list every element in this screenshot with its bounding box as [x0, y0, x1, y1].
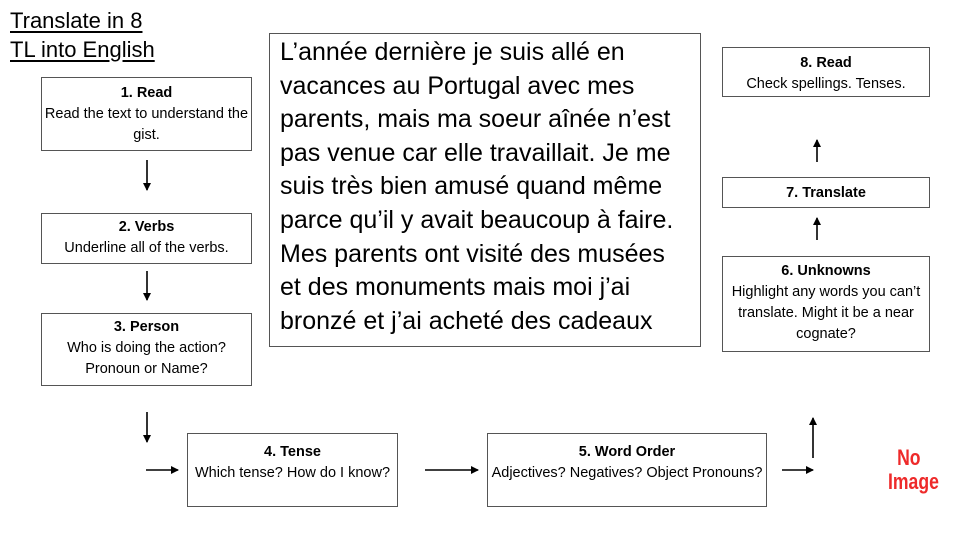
french-passage: L’année dernière je suis allé en vacances au Portugal avec mes parents, mais ma soeur aînée n’est pas venue car elle travaillait. Je me suis très bien amusé quand même parce qu’il y avait beaucoup à faire. Mes parents ont visité des musées et des monuments mais moi j’ai bronzé et j’ai acheté des cadeaux: [269, 33, 701, 347]
step-4-description: Which tense? How do I know?: [194, 465, 391, 481]
step-6-description: Highlight any words you can’t translate. Might it be a near cognate?: [731, 284, 921, 342]
step-8-description: Check spellings. Tenses.: [746, 76, 906, 92]
title-line-2: TL into English: [10, 37, 155, 62]
step-3-description: Who is doing the action? Pronoun or Name?: [67, 340, 226, 377]
step-4-heading: 4. Tense: [264, 444, 321, 460]
step-3-heading: 3. Person: [113, 319, 180, 335]
no-image-line-1: No: [897, 445, 921, 470]
title-line-1: Translate in 8: [10, 8, 143, 33]
step-2-heading: 2. Verbs: [118, 219, 175, 235]
step-2-description: Underline all of the verbs.: [64, 240, 229, 256]
step-5-heading: 5. Word Order: [578, 444, 676, 460]
step-1-description: Read the text to understand the gist.: [44, 106, 249, 143]
no-image-line-2: Image: [888, 469, 939, 494]
step-5-description: Adjectives? Negatives? Object Pronouns?: [491, 465, 763, 481]
step-8-heading: 8. Read: [800, 55, 852, 71]
step-7-heading: 7. Translate: [786, 185, 866, 201]
step-1-heading: 1. Read: [120, 85, 173, 101]
step-6-heading: 6. Unknowns: [781, 263, 871, 279]
no-image-placeholder: [888, 445, 939, 494]
